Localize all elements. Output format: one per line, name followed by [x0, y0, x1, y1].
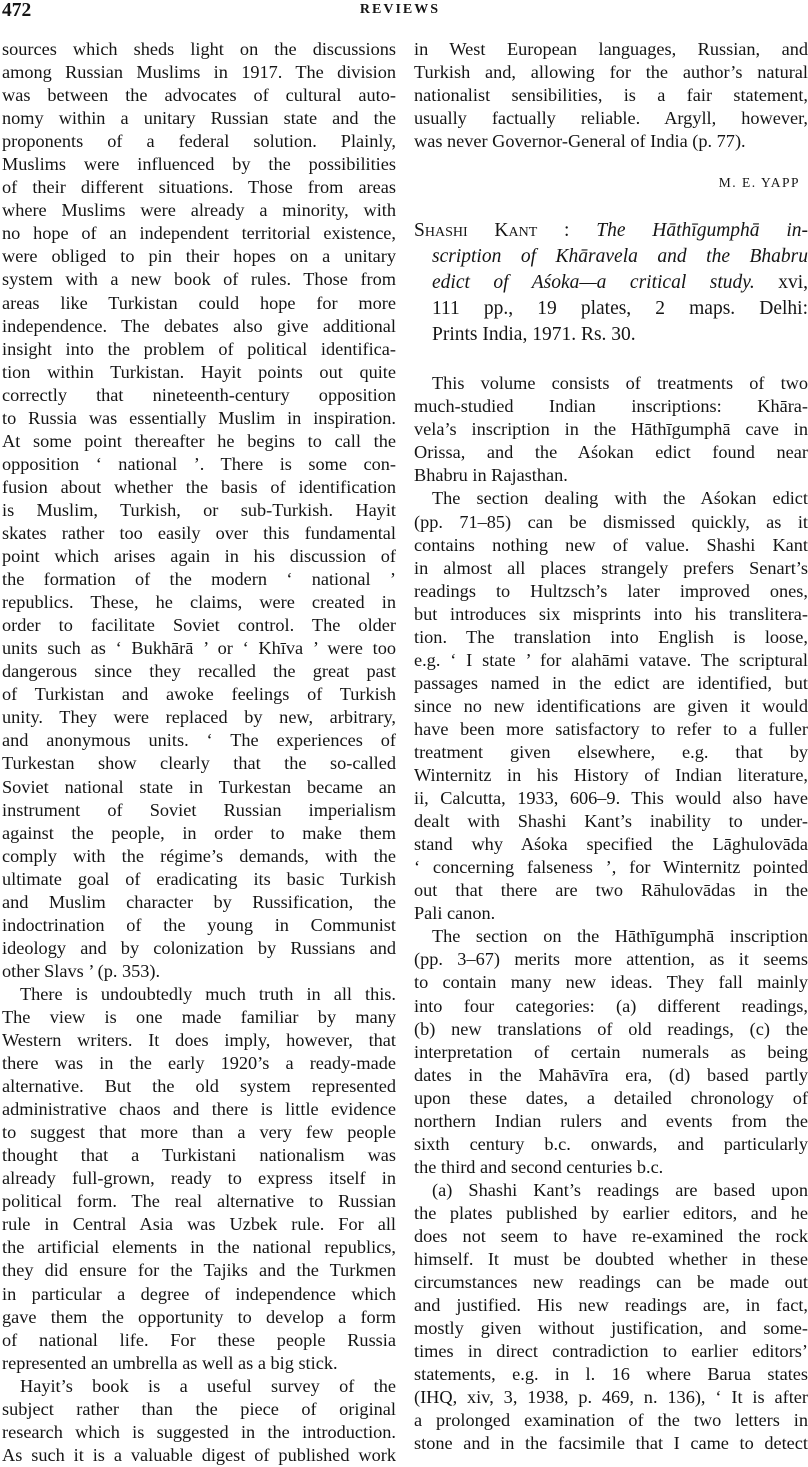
- text-line: interpretation of certain numerals as being: [414, 1041, 808, 1062]
- text-line: already full-grown, ready to express itself in: [2, 1168, 396, 1189]
- text-line: but introduces six misprints into his translitera-: [414, 603, 808, 624]
- text-line: was between the advocates of cultural auto-: [2, 85, 396, 106]
- text-line: vela’s inscription in the Hāthīgumphā cave in: [414, 419, 808, 440]
- page-number: 472: [2, 0, 32, 21]
- text-line: and justified. His new readings are, in fact,: [414, 1295, 808, 1316]
- text-line: areas like Turkistan could hope for more: [2, 292, 396, 313]
- text-line: order to facilitate Soviet control. The older: [2, 615, 396, 636]
- text-line: out that there are two Rāhulovādas in the: [414, 880, 808, 901]
- text-line: readings to Hultzsch’s later improved ones,: [414, 580, 808, 601]
- text-line: usually factually reliable. Argyll, however,: [414, 108, 808, 129]
- text-line: fusion about whether the basis of identification: [2, 476, 396, 497]
- text-line: to Russia was essentially Muslim in inspiration.: [2, 407, 396, 428]
- text-line: were obliged to pin their hopes on a unitary: [2, 246, 396, 267]
- text-line: (pp. 71–85) can be dismissed quickly, as it: [414, 511, 808, 532]
- text-line: statements, e.g. in l. 16 where Barua states: [414, 1364, 808, 1385]
- text-line: The view is one made familiar by many: [2, 1006, 396, 1027]
- text-line: Pali canon.: [414, 903, 496, 924]
- text-line: alternative. But the old system represented: [2, 1076, 396, 1097]
- text-line: where Muslims were already a minority, with: [2, 200, 396, 221]
- text-line: nationalist sensibilities, is a fair statement,: [414, 85, 808, 106]
- text-line: gave them the opportunity to develop a form: [2, 1306, 396, 1327]
- text-line: insight into the problem of political identifica-: [2, 338, 396, 359]
- text-line: mostly given without justification, and some-: [414, 1318, 808, 1339]
- text-line: ideology and by colonization by Russians and: [2, 937, 396, 958]
- review-heading-line: Shashi Kant : The Hāthīgumphā in-: [414, 220, 808, 242]
- text-line: This volume consists of treatments of two: [432, 373, 808, 394]
- review-heading-line: edict of Aśoka—a critical study. xvi,: [432, 272, 808, 294]
- text-line: (b) new translations of old readings, (c) the: [414, 1018, 808, 1039]
- review-title: The Hāthīgumphā in-: [596, 220, 808, 242]
- review-heading: [414, 218, 808, 348]
- text-line: nomy within a unitary Russian state and the: [2, 108, 396, 129]
- text-line: sources which sheds light on the discussions: [2, 39, 396, 59]
- text-line: correctly that nineteenth-century opposition: [2, 384, 396, 405]
- text-line: other Slavs ’ (p. 353).: [2, 960, 161, 981]
- text-line: research which is suggested in the introduction.: [2, 1421, 396, 1442]
- text-line: contains nothing new of value. Shashi Kant: [414, 534, 808, 555]
- text-line: no hope of an independent territorial existence,: [2, 223, 396, 244]
- text-line: skates rather too easily over this fundamental: [2, 522, 396, 543]
- text-line: to suggest that more than a very few people: [2, 1122, 396, 1143]
- text-line: (IHQ, xiv, 3, 1938, p. 469, n. 136), ‘ It is after: [414, 1387, 808, 1408]
- text-line: into four categories: (a) different readings,: [414, 995, 808, 1016]
- text-line: political form. The real alternative to Russian: [2, 1191, 396, 1212]
- text-line: Turkestan show clearly that the so-called: [2, 753, 396, 774]
- text-line: Hayit’s book is a useful survey of the: [20, 1375, 396, 1396]
- text-line: stand why Aśoka specified the Lāghulovāda: [414, 834, 808, 855]
- text-line: of Turkistan and awoke feelings of Turkish: [2, 684, 396, 705]
- text-line: since no new identifications are given it would: [414, 695, 808, 716]
- text-line: sixth century b.c. onwards, and particularly: [414, 1133, 808, 1154]
- text-line: Bhabru in Rajasthan.: [414, 465, 568, 486]
- text-line: ii, Calcutta, 1933, 606–9. This would also have: [414, 788, 808, 809]
- text-line: a prolonged examination of the two letters in: [414, 1410, 808, 1431]
- text-line: comply with the régime’s demands, with the: [2, 845, 396, 866]
- page-header: [0, 0, 800, 26]
- text-line: republics. These, he claims, were created in: [2, 592, 396, 613]
- review-heading-line: scription of Khāravela and the Bhabru: [432, 246, 808, 268]
- text-line: was never Governor-General of India (p. 77).: [414, 131, 746, 152]
- text-line: opposition ‘ national ’. There is some con-: [2, 453, 396, 474]
- text-line: Orissa, and the Aśokan edict found near: [414, 442, 808, 463]
- text-line: Turkish and, allowing for the author’s natural: [414, 62, 808, 83]
- text-line: there was in the early 1920’s a ready-made: [2, 1053, 396, 1074]
- text-line: The section on the Hāthīgumphā inscription: [432, 926, 808, 947]
- text-line: administrative chaos and there is little evidence: [2, 1099, 396, 1120]
- text-line: As such it is a valuable digest of published work: [2, 1444, 396, 1465]
- text-line: times in direct contradiction to earlier editors’: [414, 1341, 808, 1362]
- text-line: in almost all places strangely prefers Senart’s: [414, 557, 808, 578]
- text-line: circumstances new readings can be made out: [414, 1272, 808, 1293]
- text-line: The section dealing with the Aśokan edict: [432, 488, 808, 509]
- text-line: dealt with Shashi Kant’s inability to under-: [414, 811, 808, 832]
- text-line: Winternitz in his History of Indian literature,: [414, 765, 808, 786]
- text-line: thought that a Turkistani nationalism was: [2, 1145, 396, 1166]
- text-line: ‘ concerning falseness ’, for Winternitz pointed: [414, 857, 808, 878]
- text-line: and Muslim character by Russification, the: [2, 891, 396, 912]
- text-line: among Russian Muslims in 1917. The division: [2, 62, 396, 83]
- text-line: tion. The translation into English is loose,: [414, 626, 808, 647]
- running-head: REVIEWS: [359, 2, 441, 17]
- text-line: e.g. ‘ I state ’ for alahāmi vatave. The scriptural: [414, 649, 808, 670]
- right-column: [414, 38, 808, 1455]
- text-line: of their different situations. Those from areas: [2, 177, 396, 198]
- text-line: himself. It must be doubted whether in these: [414, 1249, 808, 1270]
- text-line: unity. They were replaced by new, arbitrary,: [2, 707, 396, 728]
- text-line: point which arises again in his discussion of: [2, 546, 396, 567]
- text-line: much-studied Indian inscriptions: Khāra-: [414, 396, 808, 417]
- text-line: upon these dates, a detailed chronology of: [414, 1087, 808, 1108]
- text-line: system with a new book of rules. Those from: [2, 269, 396, 290]
- text-line: dangerous since they recalled the great past: [2, 661, 396, 682]
- text-line: and anonymous units. ‘ The experiences of: [2, 730, 396, 751]
- text-line: does not seem to have re-examined the rock: [414, 1225, 808, 1246]
- text-line: proponents of a federal solution. Plainly,: [2, 131, 396, 152]
- review-heading-line: Prints India, 1971. Rs. 30.: [432, 324, 636, 346]
- text-line: in particular a degree of independence which: [2, 1283, 396, 1304]
- text-line: of national life. For these people Russia: [2, 1329, 396, 1350]
- text-line: instrument of Soviet Russian imperialism: [2, 799, 396, 820]
- text-line: rule in Central Asia was Uzbek rule. For all: [2, 1214, 396, 1235]
- text-line: the formation of the modern ‘ national ’: [2, 569, 396, 590]
- reviewer-signature: M. E. YAPP: [718, 175, 800, 191]
- text-line: passages named in the edict are identified, but: [414, 672, 808, 693]
- text-line: represented an umbrella as well as a big stick.: [2, 1352, 338, 1373]
- text-line: the third and second centuries b.c.: [414, 1156, 664, 1177]
- text-line: dates in the Mahāvīra era, (d) based partly: [414, 1064, 808, 1085]
- text-line: Soviet national state in Turkestan became an: [2, 776, 396, 797]
- text-line: (pp. 3–67) merits more attention, as it seems: [414, 949, 808, 970]
- text-line: against the people, in order to make them: [2, 822, 396, 843]
- text-line: There is undoubtedly much truth in all this.: [20, 983, 396, 1004]
- text-line: (a) Shashi Kant’s readings are based upon: [432, 1179, 808, 1200]
- text-line: in West European languages, Russian, and: [414, 39, 808, 59]
- text-line: Muslims were influenced by the possibilities: [2, 154, 396, 175]
- text-line: to contain many new ideas. They fall mainly: [414, 972, 808, 993]
- text-line: the plates published by earlier editors, and he: [414, 1202, 808, 1223]
- text-line: Western writers. It does imply, however, that: [2, 1030, 396, 1051]
- review-heading-line: 111 pp., 19 plates, 2 maps. Delhi:: [432, 298, 808, 320]
- review-author: Shashi Kant: [414, 220, 538, 242]
- text-line: subject rather than the piece of original: [2, 1398, 396, 1419]
- text-line: tion within Turkistan. Hayit points out quite: [2, 361, 396, 382]
- text-line: At some point thereafter he begins to call the: [2, 430, 396, 451]
- text-line: have been more satisfactory to refer to a fuller: [414, 718, 808, 739]
- text-line: indoctrination of the young in Communist: [2, 914, 396, 935]
- text-line: the artificial elements in the national republics,: [2, 1237, 396, 1258]
- text-line: northern Indian rulers and events from the: [414, 1110, 808, 1131]
- text-line: is Muslim, Turkish, or sub-Turkish. Hayit: [2, 499, 396, 520]
- text-line: treatment given elsewhere, e.g. that by: [414, 741, 808, 762]
- text-line: independence. The debates also give additional: [2, 315, 396, 336]
- left-column: [2, 38, 396, 1467]
- text-line: they did ensure for the Tajiks and the Turkmen: [2, 1260, 396, 1281]
- text-line: stone and in the facsimile that I came to detect: [414, 1433, 808, 1454]
- text-line: units such as ‘ Bukhārā ’ or ‘ Khīva ’ were too: [2, 638, 396, 659]
- text-line: ultimate goal of eradicating its basic Turkish: [2, 868, 396, 889]
